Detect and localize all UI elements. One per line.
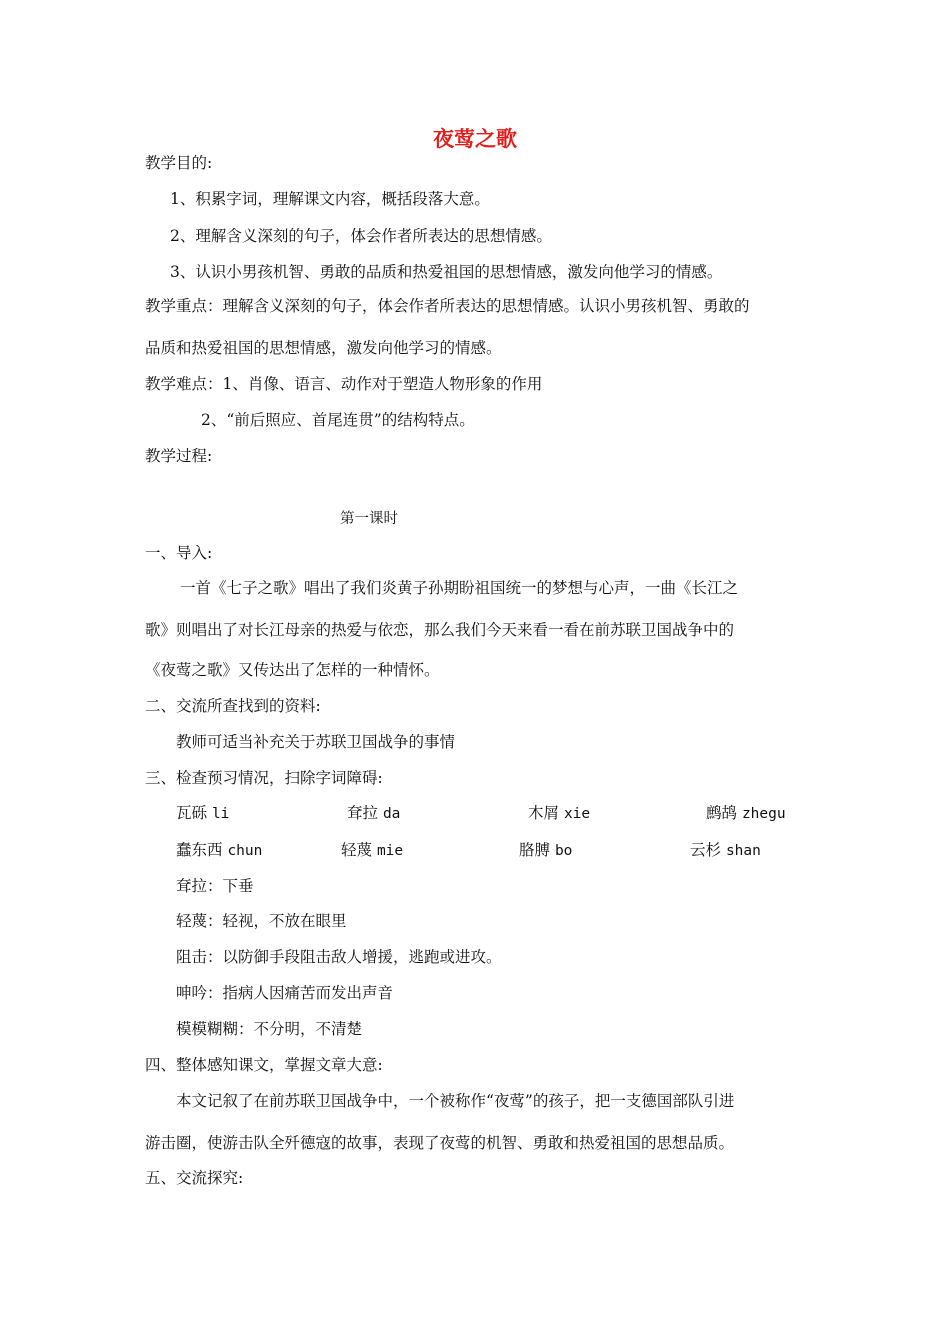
section-heading: 三、检查预习情况，扫除字词障碍: [145,769,383,787]
section-heading: 四、整体感知课文，掌握文章大意: [145,1056,383,1074]
section-heading: 二、交流所查找到的资料: [145,697,321,715]
vocab-entry [690,840,761,861]
lesson-heading: 第一课时 [340,511,398,527]
vocab-entry [347,803,400,824]
objective-item: 2、理解含义深刻的句子，体会作者所表达的思想情感。 [170,227,552,245]
vocab-entry [176,840,262,861]
vocab-pinyin: mie [376,843,404,859]
vocab-pinyin: shan [725,843,761,859]
paragraph-line: 教师可适当补充关于苏联卫国战争的事情 [176,733,456,751]
difficulties-line: 教学难点：1、肖像、语言、动作对于塑造人物形象的作用 [145,375,543,393]
objective-item: 1、积累字词，理解课文内容，概括段落大意。 [170,190,490,208]
definition-line: 呻吟：指病人因痛苦而发出声音 [176,984,394,1002]
paragraph-line: 一首《七子之歌》唱出了我们炎黄子孙期盼祖国统一的梦想与心声，一曲《长江之 [180,579,739,597]
definition-line: 阻击：以防御手段阻击敌人增援，逃跑或进攻。 [176,948,502,966]
section-heading: 五、交流探究: [145,1169,244,1187]
paragraph-line: 歌》则唱出了对长江母亲的热爱与依恋，那么我们今天来看一看在前苏联卫国战争中的 [145,621,735,639]
vocab-word: 木屑 [528,804,560,822]
vocab-word: 胳膊 [519,841,551,859]
vocab-pinyin: xie [563,806,591,822]
vocab-word: 耷拉 [347,804,379,822]
vocab-entry [519,840,572,861]
key-points-line: 品质和热爱祖国的思想情感，激发向他学习的情感。 [145,339,502,357]
difficulties-line: 2、“前后照应、首尾连贯”的结构特点。 [201,411,475,429]
vocab-word: 云杉 [690,841,722,859]
vocab-pinyin: bo [554,843,573,859]
vocab-entry [341,840,403,861]
definition-line: 模模糊糊：不分明，不清楚 [176,1020,363,1038]
vocab-word: 轻蔑 [341,841,373,859]
definition-line: 轻蔑：轻视，不放在眼里 [176,912,347,930]
process-heading: 教学过程: [145,447,213,465]
vocab-entry [176,803,229,824]
paragraph-line: 本文记叙了在前苏联卫国战争中，一个被称作“夜莺”的孩子，把一支德国部队引进 [176,1092,735,1110]
objective-item: 3、认识小男孩机智、勇敢的品质和热爱祖国的思想情感，激发向他学习的情感。 [170,263,723,281]
vocab-word: 蠢东西 [176,841,223,859]
vocab-word: 鹧鸪 [706,804,738,822]
key-points-line: 教学重点：理解含义深刻的句子，体会作者所表达的思想情感。认识小男孩机智、勇敢的 [145,297,750,315]
vocab-pinyin: li [211,806,230,822]
vocab-pinyin: da [382,806,401,822]
section-heading: 一、导入: [145,544,213,562]
vocab-word: 瓦砾 [176,804,208,822]
vocab-entry [706,803,786,824]
vocab-pinyin: chun [227,843,263,859]
document-title: 夜莺之歌 [433,126,517,151]
paragraph-line: 《夜莺之歌》又传达出了怎样的一种情怀。 [145,661,440,679]
vocab-entry [528,803,590,824]
objectives-heading: 教学目的: [145,154,213,172]
vocab-pinyin: zhegu [741,806,786,822]
paragraph-line: 游击圈，使游击队全歼德寇的故事，表现了夜莺的机智、勇敢和热爱祖国的思想品质。 [145,1134,735,1152]
definition-line: 耷拉：下垂 [176,877,254,895]
